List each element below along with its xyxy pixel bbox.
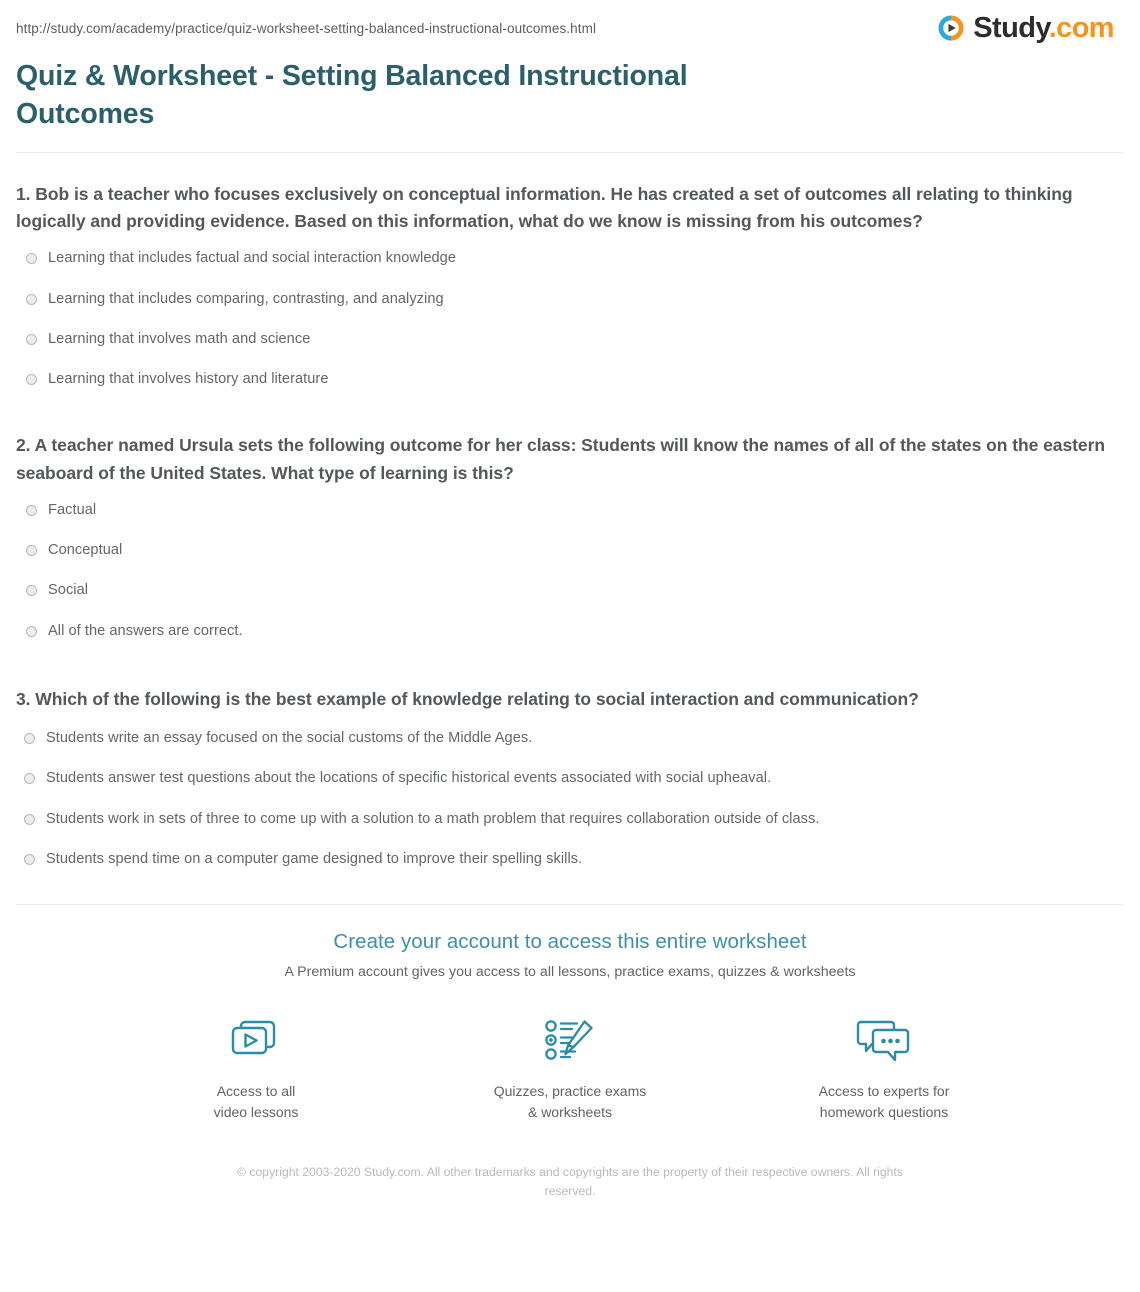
answer-option[interactable] (16, 501, 1124, 519)
feature-experts (799, 1010, 969, 1123)
radio-button-icon[interactable] (26, 505, 37, 516)
feature-video-lessons (171, 1010, 341, 1123)
feature-caption (171, 1081, 341, 1123)
premium-subheading: A Premium account gives you access to all lessons, practice exams, quizzes & worksheets (284, 964, 856, 981)
answer-option[interactable] (16, 729, 1124, 747)
feature-caption (799, 1081, 969, 1123)
question-1 (16, 181, 1124, 389)
radio-button-icon[interactable] (26, 545, 37, 556)
answer-option-label: Students work in sets of three to come up with a solution to a math problem that requires collaboration outside of class. (46, 810, 820, 827)
radio-button-icon[interactable] (26, 253, 37, 264)
answer-options (16, 501, 1124, 640)
copyright-text: © copyright 2003-2020 Study.com. All other trademarks and copyrights are the property of their respective owners. All rights reserved. (237, 1165, 903, 1198)
create-account-link[interactable]: Create your account to access this entire worksheet (333, 930, 807, 954)
question-text: 2. A teacher named Ursula sets the following outcome for her class: Students will know the names of all of the states on the eastern seaboard of the United States. What type of learning is this? (16, 435, 1106, 483)
radio-button-icon[interactable] (26, 374, 37, 385)
answer-option[interactable] (16, 290, 1124, 308)
feature-caption-line1: Quizzes, practice exams (493, 1083, 647, 1100)
feature-caption-line2: & worksheets (527, 1104, 613, 1121)
answer-option-label: Learning that involves math and science (48, 330, 311, 347)
answer-option[interactable] (16, 769, 1124, 787)
answer-option-label: Students spend time on a computer game designed to improve their spelling skills. (46, 850, 583, 867)
title-divider (16, 152, 1124, 153)
logo-dot-com: .com (1048, 11, 1114, 44)
title-section (0, 58, 1140, 153)
feature-list (0, 1010, 1140, 1123)
answer-option-label: Factual (48, 501, 97, 518)
play-circle-icon (936, 13, 966, 43)
page-url: http://study.com/academy/practice/quiz-worksheet-setting-balanced-instructional-outcomes.html (16, 20, 597, 36)
feature-caption (485, 1081, 655, 1123)
answer-option[interactable] (16, 581, 1124, 599)
answer-option[interactable] (16, 850, 1124, 868)
feature-caption-line2: video lessons (213, 1104, 299, 1121)
answer-option[interactable] (16, 249, 1124, 267)
answer-option-label: All of the answers are correct. (48, 622, 243, 639)
answer-option[interactable] (16, 810, 1124, 828)
question-3 (16, 686, 1124, 868)
question-text: 1. Bob is a teacher who focuses exclusively on conceptual information. He has created a set of outcomes all relating to thinking logically and providing evidence. Based on this information, what do we know is missing from his outcomes? (16, 183, 1073, 232)
answer-option-label: Learning that includes comparing, contrasting, and analyzing (48, 290, 444, 307)
feature-caption-line1: Access to all (216, 1083, 296, 1100)
answer-option-label: Learning that includes factual and social interaction knowledge (48, 250, 456, 267)
radio-button-icon[interactable] (26, 585, 37, 596)
question-2 (16, 432, 1124, 640)
radio-button-icon[interactable] (26, 626, 37, 637)
chat-bubbles-icon (799, 1010, 969, 1072)
radio-button-icon[interactable] (24, 733, 35, 744)
create-account-cta (0, 905, 1140, 1201)
radio-button-icon[interactable] (24, 773, 35, 784)
logo-wordmark: Study.com (973, 11, 1114, 44)
feature-caption-line1: Access to experts for (818, 1083, 950, 1100)
answer-option-label: Students write an essay focused on the social customs of the Middle Ages. (46, 730, 533, 747)
feature-quizzes (485, 1010, 655, 1123)
radio-button-icon[interactable] (24, 814, 35, 825)
video-lessons-icon (171, 1010, 341, 1072)
answer-option[interactable] (16, 622, 1124, 640)
answer-option-label: Learning that involves history and literature (48, 371, 329, 388)
answer-option[interactable] (16, 370, 1124, 388)
answer-option[interactable] (16, 330, 1124, 348)
feature-caption-line2: homework questions (819, 1104, 949, 1121)
radio-button-icon[interactable] (26, 334, 37, 345)
radio-button-icon[interactable] (24, 854, 35, 865)
study-com-logo[interactable] (936, 13, 1124, 43)
answer-options (16, 729, 1124, 868)
top-bar (0, 0, 1140, 56)
answer-option[interactable] (16, 541, 1124, 559)
quiz-body (0, 181, 1140, 868)
page-title: Quiz & Worksheet - Setting Balanced Instructional Outcomes (16, 60, 688, 130)
radio-button-icon[interactable] (26, 294, 37, 305)
answer-option-label: Conceptual (48, 542, 123, 559)
question-text: 3. Which of the following is the best example of knowledge relating to social interaction and communication? (16, 688, 919, 709)
answer-option-label: Social (48, 582, 89, 599)
answer-option-label: Students answer test questions about the locations of specific historical events associated with social upheaval. (46, 770, 772, 787)
quiz-checklist-pencil-icon (485, 1010, 655, 1072)
answer-options (16, 249, 1124, 388)
